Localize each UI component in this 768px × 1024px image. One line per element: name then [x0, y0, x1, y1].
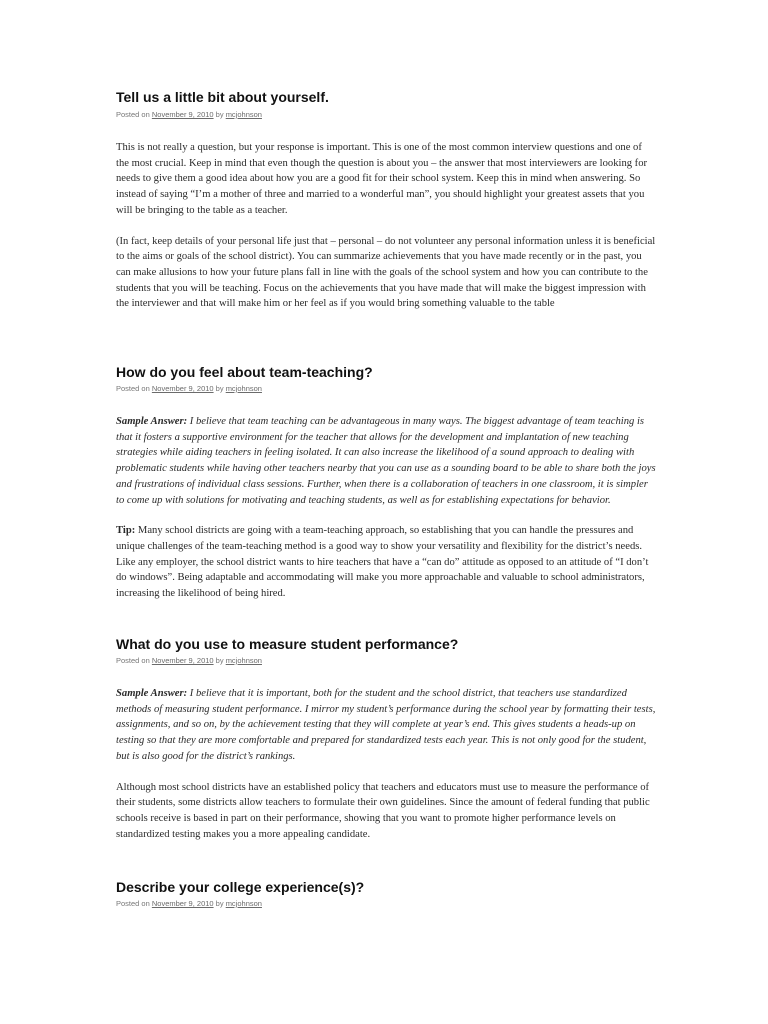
sample-answer-text: I believe that it is important, both for the student and the school district, that teachers use standardized methods of measuring student performance. I mirror my student’s performance during the school year by formatting their tests, assignments, and so on, by the achievement testing that they will complete at year’s end. This gives students a heads-up on testing so that they are more comfortable and prepared for standardized tests each year. This is not only good for the student, but is also good for the district’s rankings. — [116, 688, 656, 762]
sample-answer-label: Sample Answer: — [116, 416, 188, 427]
post-meta — [116, 899, 364, 909]
sample-answer-paragraph — [116, 686, 656, 765]
author-link[interactable]: mcjohnson — [225, 656, 262, 665]
tip-label: Tip: — [116, 525, 136, 537]
by-label: by — [215, 110, 224, 119]
post-date-link[interactable]: November 9, 2010 — [151, 110, 214, 119]
post-team-teaching — [116, 363, 656, 602]
post-college-experience — [116, 878, 364, 909]
author-link[interactable]: mcjohnson — [225, 110, 262, 119]
posted-on-label: Posted on — [116, 110, 150, 119]
by-label: by — [215, 656, 224, 665]
by-label: by — [215, 899, 224, 908]
post-meta — [116, 384, 656, 394]
post-paragraph: (In fact, keep details of your personal life just that – personal – do not volunteer any personal information unless it is beneficial to the aims or goals of the school district). You can summarize achievements that you have made recently or in the past, you can make allusions to how your future plans fall in line with the goals of the school system and how you can contribute to the students that you will be teaching. Focus on the achievements that you have made that will make the biggest impression with the interviewer and that will make him or her feel as if you would bring something valuable to the table — [116, 235, 656, 310]
post-title: What do you use to measure student performance? — [116, 636, 459, 652]
author-link[interactable]: mcjohnson — [225, 899, 262, 908]
posted-on-label: Posted on — [116, 384, 150, 393]
sample-answer-paragraph — [116, 414, 656, 508]
post-title: How do you feel about team-teaching? — [116, 364, 373, 380]
post-date-link[interactable]: November 9, 2010 — [151, 384, 214, 393]
sample-answer-label: Sample Answer: — [116, 688, 188, 699]
post-date-link[interactable]: November 9, 2010 — [151, 899, 214, 908]
post-tell-us-about-yourself — [116, 88, 656, 312]
post-measure-student-performance — [116, 635, 656, 842]
post-title: Tell us a little bit about yourself. — [116, 89, 329, 105]
tip-text: Many school districts are going with a team-teaching approach, so establishing that you can handle the pressures and unique challenges of the team-teaching method is a good way to show your versatility and flexibility for the district’s needs. Like any employer, the school district wants to hire teachers that have a “can do” attitude as opposed to an attitude of “I don’t do windows”. Being adaptable and accommodating will make you more approachable and valuable to school administrators, increasing the likelihood of being hired. — [116, 525, 649, 600]
sample-answer-text: I believe that team teaching can be advantageous in many ways. The biggest advantage of team teaching is that it fosters a supportive environment for the teacher that allows for the development and implantation of new teaching strategies while aiding teachers in feeling isolated. It can also increase the likelihood of a sound approach to dealing with problematic students while having other teachers nearby that you can use as a sounding board to be able to share both the joys and frustrations of individual class sessions. Further, when there is a collaboration of teachers in one classroom, it is simpler to come up with solutions for motivating and teaching students, as well as for establishing expectations for behavior. — [116, 416, 656, 506]
author-link[interactable]: mcjohnson — [225, 384, 262, 393]
post-paragraph: Although most school districts have an established policy that teachers and educators must use to measure the performance of their students, some districts allow teachers to formulate their own guidelines. Since the amount of federal funding that public schools receive is based in part on their performance, showing that you want to promote higher performance levels on standardized testing makes you a more appealing candidate. — [116, 781, 650, 840]
post-paragraph: This is not really a question, but your response is important. This is one of the most common interview questions and one of the most crucial. Keep in mind that even though the question is about you – the answer that most interviewers are looking for needs to give them a good idea about how you are a good fit for their school system. Keep this in mind when answering. So instead of saying “I’m a mother of three and married to a wonderful man”, you should highlight your greatest assets that you will be bringing to the table as a teacher. — [116, 142, 648, 216]
post-title: Describe your college experience(s)? — [116, 879, 365, 895]
by-label: by — [215, 384, 224, 393]
tip-paragraph — [116, 523, 656, 602]
post-meta — [116, 110, 656, 120]
post-meta — [116, 656, 656, 666]
posted-on-label: Posted on — [116, 899, 150, 908]
post-date-link[interactable]: November 9, 2010 — [151, 656, 214, 665]
posted-on-label: Posted on — [116, 656, 150, 665]
